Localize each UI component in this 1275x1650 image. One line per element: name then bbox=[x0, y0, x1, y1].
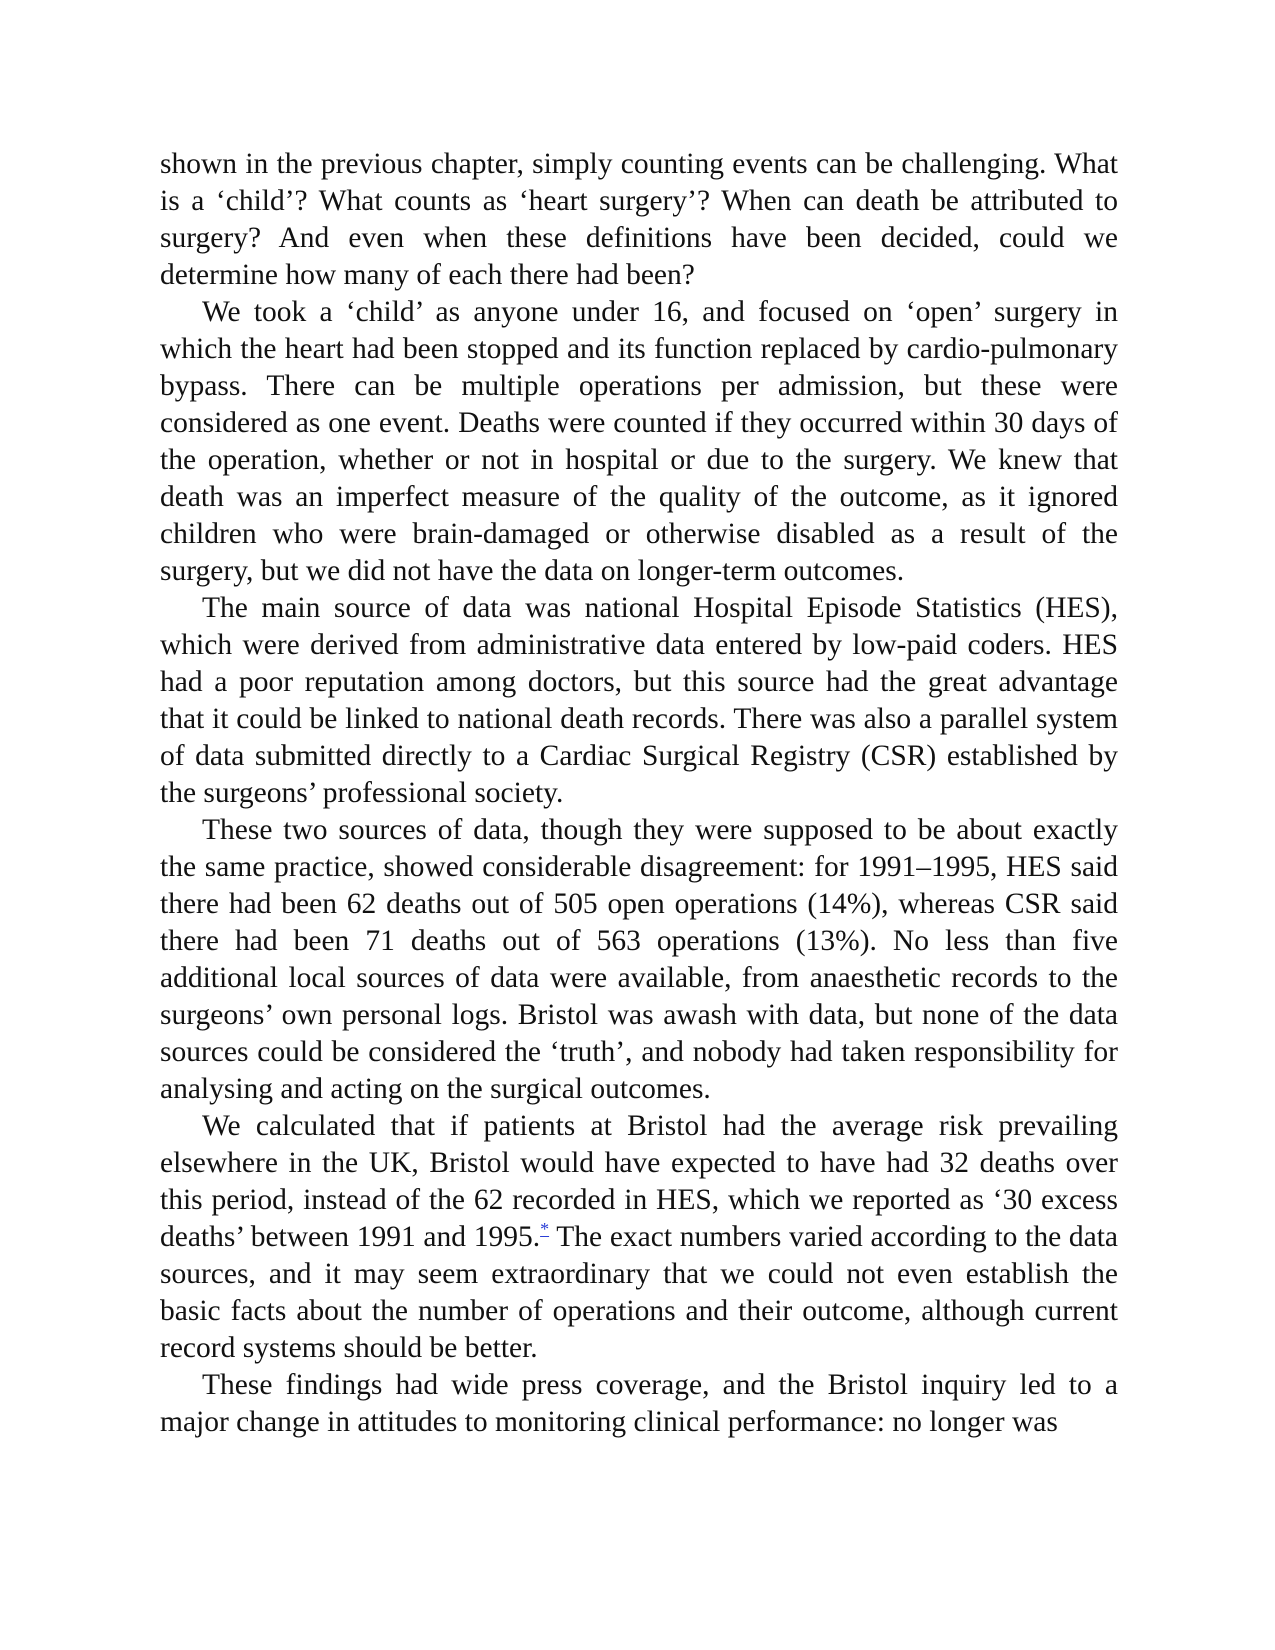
paragraph-3: The main source of data was national Hospital Episode Statistics (HES), which were derived from administrative data entered by low-paid coders. HES had a poor reputation among doctors, but this source had the great advantage that it could be linked to national death records. There was also a parallel system of data submitted directly to a Cardiac Surgical Registry (CSR) established by the surgeons’ professional society. bbox=[160, 592, 1118, 809]
paragraph-5 bbox=[160, 1108, 1118, 1367]
paragraph-5-text-after: The exact numbers varied according to the data sources, and it may seem extraordinary that we could not even establish the basic facts about the number of operations and their outcome, although current record systems should be better. bbox=[160, 1221, 1119, 1364]
paragraph-5-text-before: We calculated that if patients at Bristol had the average risk prevailing elsewhere in the UK, Bristol would have expected to have had 32 deaths over this period, instead of the 62 recorded in HES, which we reported as ‘30 excess deaths’ between 1991 and 1995. bbox=[160, 1110, 1118, 1253]
paragraph-6: These findings had wide press coverage, and the Bristol inquiry led to a major change in attitudes to monitoring clinical performance: no longer was bbox=[160, 1369, 1118, 1438]
paragraph-4: These two sources of data, though they were supposed to be about exactly the same practice, showed considerable disagreement: for 1991–1995, HES said there had been 62 deaths out of 505 open operations (14%), whereas CSR said there had been 71 deaths out of 563 operations (13%). No less than five additional local sources of data were available, from anaesthetic records to the surgeons’ own personal logs. Bristol was awash with data, but none of the data sources could be considered the ‘truth’, and nobody had taken responsibility for analysing and acting on the surgical outcomes. bbox=[160, 814, 1118, 1105]
document-page bbox=[160, 146, 1118, 1441]
footnote-link[interactable]: * bbox=[540, 1219, 550, 1240]
paragraph-1: shown in the previous chapter, simply counting events can be challenging. What is a ‘child’? What counts as ‘heart surgery’? When can death be attributed to surgery? And even when these definitions have been decided, could we determine how many of each there had been? bbox=[160, 148, 1118, 291]
paragraph-2: We took a ‘child’ as anyone under 16, and focused on ‘open’ surgery in which the heart had been stopped and its function replaced by cardio-pulmonary bypass. There can be multiple operations per admission, but these were considered as one event. Deaths were counted if they occurred within 30 days of the operation, whether or not in hospital or due to the surgery. We knew that death was an imperfect measure of the quality of the outcome, as it ignored children who were brain-damaged or otherwise disabled as a result of the surgery, but we did not have the data on longer-term outcomes. bbox=[160, 296, 1118, 587]
